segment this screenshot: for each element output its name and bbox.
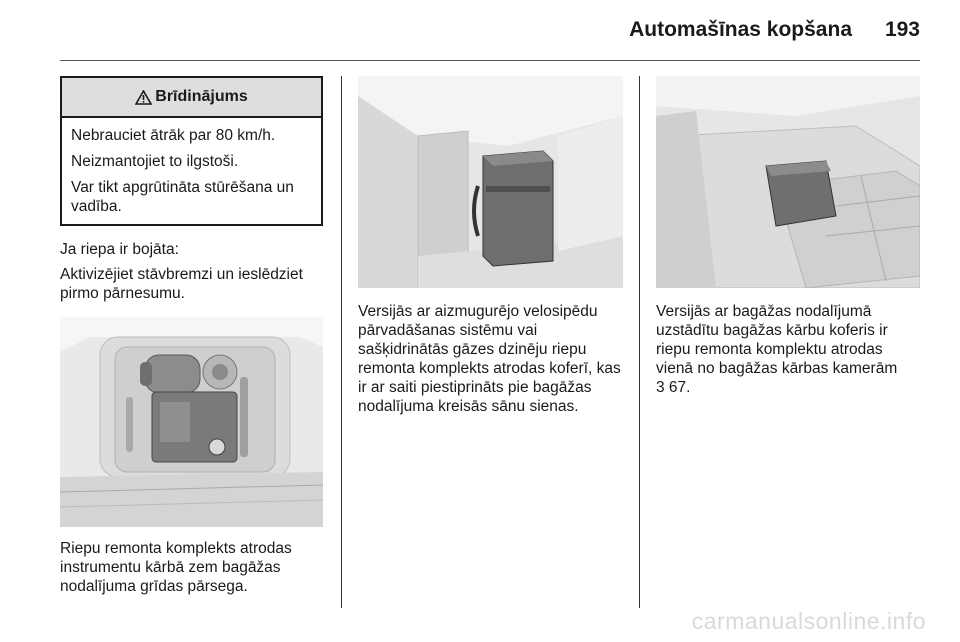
figure-3-caption: Versijās ar bagāžas nodalījumā uzstādītu bagāžas kārbu koferis ir riepu remonta komplektu atrodas vienā no bagāžas kārbas kamerām 3 67. (656, 303, 898, 396)
tyre-repair-case-side-wall-illustration (358, 76, 623, 288)
page-header (0, 18, 960, 48)
warning-triangle-icon (135, 90, 152, 105)
warning-body (62, 118, 321, 224)
figure-1-caption: Riepu remonta komplekts atrodas instrumentu kārbā zem bagāžas nodalījuma grīdas pārsega. (60, 540, 292, 595)
warning-line: Neizmantojiet to ilgstoši. (71, 153, 239, 170)
page-reference: 3 67. (656, 379, 691, 396)
page-title: Automašīnas kopšana (629, 18, 852, 41)
column-1 (60, 76, 323, 596)
tyre-repair-kit-underfloor-illustration (60, 317, 323, 527)
warning-line: Var tikt apgrūtināta stūrēšana un vadība. (71, 179, 294, 215)
column-divider (639, 76, 640, 608)
figure-2-caption: Versijās ar aizmugurējo velosipēdu pārvadāšanas sistēmu vai sašķidrinātās gāzes dzinēju riepu remonta komplekts atrodas koferī, kas ir ar saiti piestiprināts pie bagāžas nodalījuma kreisās sānu sienas. (358, 303, 621, 415)
column-3 (656, 76, 920, 397)
column-divider (341, 76, 342, 608)
warning-header (62, 78, 321, 118)
warning-box (60, 76, 323, 226)
parking-brake-text: Aktivizējiet stāvbremzi un ieslēdziet pirmo pārnesumu. (60, 266, 303, 302)
watermark: carmanualsonline.info (691, 608, 926, 634)
warning-title: Brīdinājums (155, 88, 248, 105)
page-number: 193 (884, 18, 920, 41)
header-divider (60, 60, 920, 61)
damaged-tyre-text: Ja riepa ir bojāta: (60, 241, 179, 258)
luggage-box-compartment-illustration (656, 76, 920, 288)
warning-line: Nebrauciet ātrāk par 80 km/h. (71, 127, 276, 144)
column-2 (358, 76, 623, 416)
